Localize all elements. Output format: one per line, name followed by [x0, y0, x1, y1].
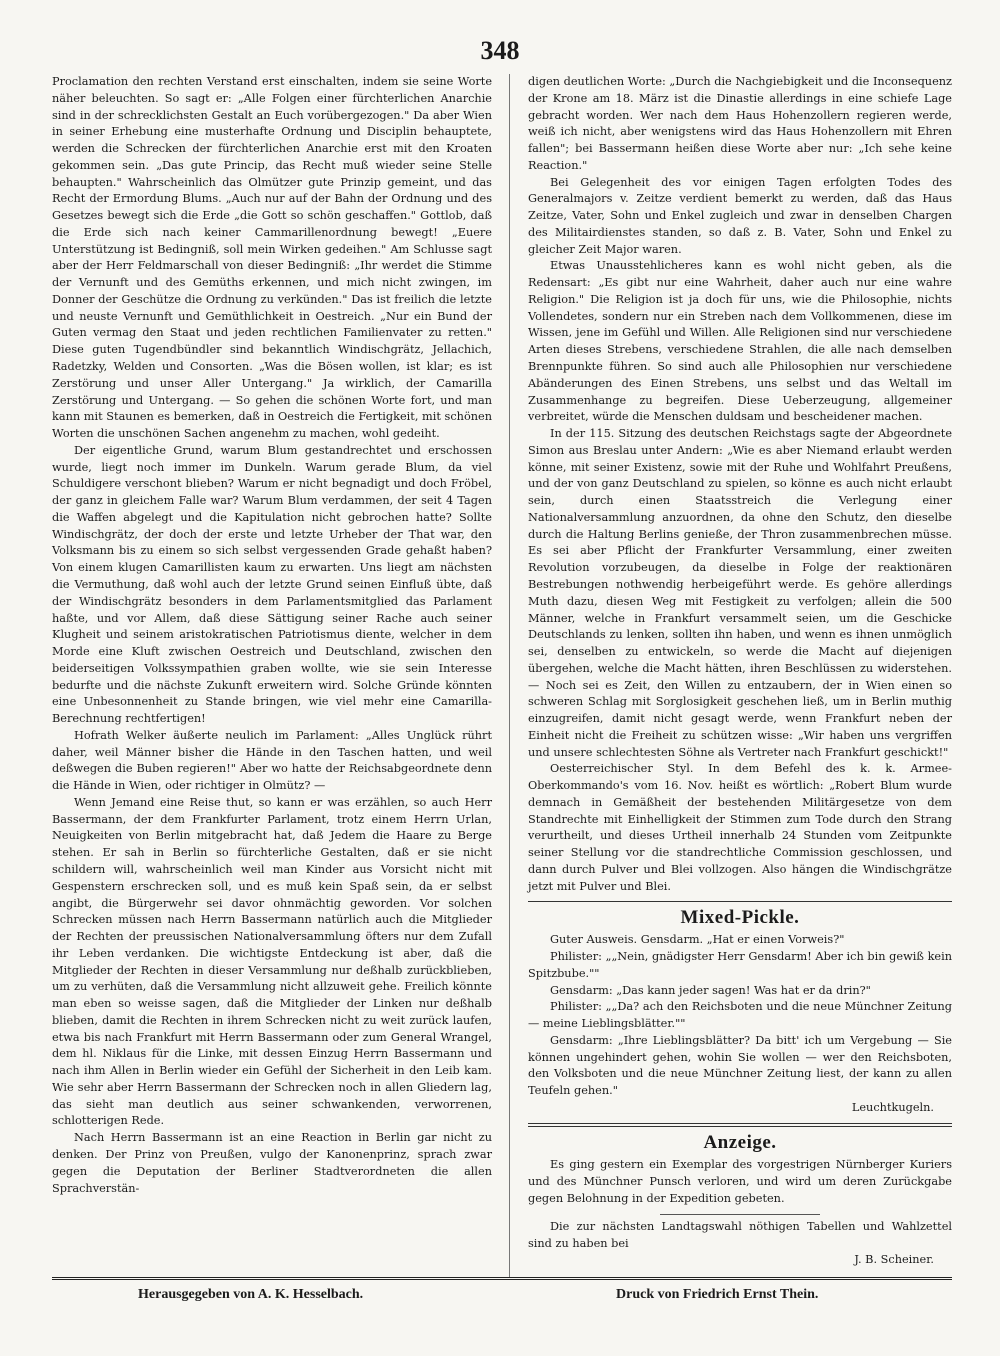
left-paragraph-4: Wenn Jemand eine Reise thut, so kann er was erzählen, so auch Herr Bassermann, der dem Frankfurter Parlament, trotz einem Herrn Urlan, Neuigkeiten von Berlin mitgebracht hat, daß Jedem die Haare zu Berge stehen. Er sah in Berlin so fürchterliche Gestalten, daß er sie nicht schildern will, wahrscheinlich weil man Kinder aus Vorsicht nicht mit Gespenstern erschrecken soll, und es muß kein Spaß sein, da er selbst angibt, die Bürgerwehr sei davor ohnmächtig geworden. Vor solchen Schrecken müssen nach Herrn Bassermann natürlich auch die Mitglieder der Rechten der preussischen Nationalversammlung öfters nur dem Zufall ihr Leben verdanken. Die wichtigste Entdeckung ist aber, daß die Mitglieder der Rechten in dieser Versammlung nur deßhalb zurückblieben, um zu verhüten, daß die Versammlung nicht allzuweit gehe. Freilich könnte man eben so weisse sagen, daß die Mitglieder der Linken nur deßhalb blieben, damit die Rechten in ihrem Schrecken nicht zu weit zurück laufen, etwa bis nach Frankfurt mit Herrn Bassermann oder zum General Wrangel, dem hl. Niklaus für die Linke, mit dessen Einzug Herrn Bassermann und nach ihm Allen in Berlin wieder ein Gefühl der Sicherheit in den Leib kam. Wie sehr aber Herrn Bassermann der Schrecken noch in allen Gliedern lag, das sieht man deutlich aus seiner schwankenden, verworrenen, schlotterigen Rede.: [52, 795, 492, 1128]
publisher-line: Herausgegeben von A. K. Hesselbach.: [138, 1287, 364, 1302]
anzeige-signature: J. B. Scheiner.: [854, 1253, 934, 1267]
anzeige-divider: [528, 1123, 952, 1127]
anzeige-text: Es ging gestern ein Exemplar des vorgestrigen Nürnberger Kuriers und des Münchner Punsch verloren, und wird um deren Zurückgabe gegen Belohnung in der Expedition gebeten.: [528, 1158, 952, 1205]
mixed-pickle-line-4: Philister: „„Da? ach den Reichsboten und die neue Münchner Zeitung — meine Lieblingsblätter."": [528, 1000, 952, 1031]
section-divider: [528, 901, 952, 902]
right-paragraph-2: Bei Gelegenheit des vor einigen Tagen erfolgten Todes des Generalmajors v. Zeitze verdient bemerkt zu werden, daß das Haus Zeitze, Vater, Sohn und Enkel zugleich und zwar in denselben Chargen des Militairdienstes standen, so daß z. B. Vater, Sohn und Enkel zu gleicher Zeit Major waren.: [528, 175, 952, 256]
mixed-pickle-line-5: Gensdarm: „Ihre Lieblingsblätter? Da bitt' ich um Vergebung — Sie können ungehindert gehen, wohin Sie wollen — wer den Reichsboten, den Volksboten und die neue Münchner Zeitung liest, der kann zu allen Teufeln gehen.": [528, 1033, 952, 1098]
footer-rule: [52, 1277, 952, 1280]
right-paragraph-1: digen deutlichen Worte: „Durch die Nachgiebigkeit und die Inconsequenz der Krone am 18. März ist die Dinastie allerdings in eine schiefe Lage gebracht worden. Wer nach dem Haus Hohenzollern regieren werde, weiß ich nicht, aber wenigstens wird das Haus Hohenzollern mit Ehren fallen"; bei Bassermann heißen diese Worte aber nur: „Ich sehe keine Reaction.": [528, 75, 952, 172]
left-paragraph-3: Hofrath Welker äußerte neulich im Parlament: „Alles Unglück rührt daher, weil Männer bisher die Hände in den Taschen hatten, und weil deßwegen die Buben regieren!" Aber wo hatte der Reichsabgeordnete denn die Hände in Wien, oder richtiger in Olmütz? —: [52, 728, 492, 793]
left-paragraph-1: Proclamation den rechten Verstand erst einschalten, indem sie seine Worte näher beleuchten. So sagt er: „Alle Folgen einer fürchterlichen Anarchie sind in der schrecklichsten Gestalt an Euch vorübergezogen." Da aber Wien in seiner Erhebung eine musterhafte Ordnung und Disciplin behauptete, werden die Schrecken der fürchterlichen Anarchie erst mit den Kroaten gekommen sein. „Das gute Princip, das Recht muß wieder seine Stelle behaupten." Wahrscheinlich das Olmützer gute Prinzip gemeint, und das Recht der Ermordung Blums. „Auch nur auf der Bahn der Ordnung und des Gesetzes bewegt sich die Erde „die Gott so schön geschaffen." Gottlob, daß die Erde sich nach keiner Cammarillenordnung bewegt! „Euere Unterstützung ist Bedingniß, soll mein Wirken gedeihen." Am Schlusse sagt aber der Herr Feldmarschall von dieser Bedingniß: „Ihr werdet die Stimme der Vernunft und des Gemüths erkennen, und mich nicht zwingen, im Donner der Geschütze die Ordnung zu verkünden." Das ist freilich die letzte und neuste Vernunft und Gemüthlichkeit in Oestreich. „Nur ein Bund der Guten vermag den Staat und jeden rechtlichen Familienvater zu retten." Diese guten Tugendbündler sind bekanntlich Windischgrätz, Jellachich, Radetzky, Welden und Consorten. „Was die Bösen wollen, ist klar; es ist Zerstörung und unser Aller Untergang." Ja wirklich, der Camarilla Zerstörung und Untergang. — So gehen die schönen Worte fort, und man kann mit Staunen es bemerken, daß in Oestreich die Fertigkeit, mit schönen Worten die unschönen Sachen angenehm zu machen, wohl gedeiht.: [52, 75, 492, 441]
mixed-pickle-line-2: Philister: „„Nein, gnädigster Herr Gensdarm! Aber ich bin gewiß kein Spitzbube."": [528, 950, 952, 980]
left-column: [52, 74, 492, 1197]
left-paragraph-5: Nach Herrn Bassermann ist an eine Reaction in Berlin gar nicht zu denken. Der Prinz von Preußen, vulgo der Kanonenprinz, sprach zwar gegen die Deputation der Berliner Stadtverordneten die allen Sprachverstän-: [52, 1131, 492, 1195]
anzeige-heading: Anzeige.: [703, 1131, 777, 1153]
notice-divider: [660, 1214, 820, 1215]
right-paragraph-4: In der 115. Sitzung des deutschen Reichstags sagte der Abgeordnete Simon aus Breslau unter Andern: „Wie es aber Niemand erlaubt werden könne, mit seiner Existenz, sowie mit der Ruhe und Wohlfahrt Preußens, und der von ganz Deutschland zu spielen, so könne es auch nicht erlaubt sein, durch einen Staatsstreich die Verlegung einer Nationalversammlung anzuordnen, da ohne den Schutz, den dieselbe durch die Haltung Berlins genieße, der Thron zusammenbrechen müsse. Es sei aber Pflicht der Frankfurter Versammlung, einer zweiten Revolution vorzubeugen, da dieselbe in Folge der reaktionären Bestrebungen nothwendig herbeigeführt werde. Es gehöre allerdings Muth dazu, diesen Weg mit Festigkeit zu verfolgen; allein die 500 Männer, welche in Frankfurt versammelt seien, um die Geschicke Deutschlands zu lenken, sollten ihn haben, und wenn es ihnen unmöglich sei, denselben zu entwickeln, so werde die Macht auf diejenigen übergehen, welche die Macht hätten, ihren Beschlüssen zu widerstehen. — Noch sei es Zeit, den Willen zu entzaubern, der in Wien einen so schweren Schlag mit Sorglosigkeit geschehen ließ, um in Berlin muthig einzugreifen, damit nicht gesagt werde, wenn Frankfurt neben der Einheit nicht die Freiheit zu schützen wisse: „Wir haben uns vergriffen und unsere schlechtesten Söhne als Vertreter nach Frankfurt geschickt!": [528, 427, 952, 759]
left-paragraph-2: Der eigentliche Grund, warum Blum gestandrechtet und erschossen wurde, liegt noch immer im Dunkeln. Warum gerade Blum, da viel Schuldigere verschont blieben? Warum er nicht begnadigt und doch Fröbel, der ganz in gleichem Falle war? Warum Blum verdammen, der seit 4 Tagen die Waffen abgelegt und die Kapitulation nicht gebrochen hatte? Sollte Windischgrätz, der doch der erste und letzte Urheber der That war, den Volksmann bis zu einem so sich selbst vergessenden Grade gehaßt haben? Von einem klugen Camarillisten kaum zu erwarten. Uns liegt am nächsten die Vermuthung, daß wohl auch der letzte Grund seinen Einfluß übte, daß der Windischgrätz besonders in dem Parlamentsmitglied das Parlament haßte, und vor Allem, daß diese Sättigung seiner Rache auch seiner Klugheit und seinem aristokratischen Patriotismus diente, welcher in dem Morde eine Kluft zwischen Oestreich und Deutschland, zwischen den beiderseitigen Volkssympathien graben wollte, wie sie sein Interesse bedurfte und die nächste Zukunft erweitern wird. Solche Gründe könnten eine Unbesonnenheit zu Stande bringen, wie viel mehr eine Camarilla-Berechnung rechtfertigen!: [52, 443, 492, 726]
column-divider: [509, 74, 510, 1277]
mixed-pickle-heading: Mixed-Pickle.: [680, 906, 800, 928]
right-column: [528, 74, 952, 1269]
right-paragraph-3: Etwas Unausstehlicheres kann es wohl nicht geben, als die Redensart: „Es gibt nur eine Wahrheit, daher auch nur eine wahre Religion." Die Religion ist ja doch für uns, wie die Philosophie, nichts Vollendetes, sondern nur ein Streben nach dem Vollkommenen, diese im Wissen, jene im Gefühl und Willen. Alle Religionen sind nur verschiedene Arten dieses Strebens, verschiedene Strahlen, die alle nach demselben Brennpunkte führen. So sind auch alle Philosophien nur verschiedene Abänderungen des Einen Strebens, uns selbst und das Weltall im Zusammenhange zu begreifen. Diese Ueberzeugung, allgemeiner verbreitet, würde die Menschen duldsam und bescheidener machen.: [528, 259, 952, 424]
right-paragraph-5: Oesterreichischer Styl. In dem Befehl des k. k. Armee-Oberkommando's vom 16. Nov. heißt es wörtlich: „Robert Blum wurde demnach in Gemäßheit der bestehenden Militärgesetze von dem Standrechte mit Einhelligkeit der Stimmen zum Tode durch den Strang verurtheilt, und dieses Urtheil innerhalb 24 Stunden vom Zeitpunkte seiner Stellung vor die standrechtliche Commission geschlossen, und dann durch Pulver und Blei vollzogen. Also hängen die Windischgrätze jetzt mit Pulver und Blei.: [528, 762, 952, 893]
mixed-pickle-signature: Leuchtkugeln.: [851, 1100, 934, 1114]
printer-line: Druck von Friedrich Ernst Thein.: [616, 1287, 819, 1302]
page-number: 348: [480, 36, 520, 65]
mixed-pickle-line-3: Gensdarm: „Das kann jeder sagen! Was hat er da drin?": [550, 983, 871, 997]
anzeige-notice: Die zur nächsten Landtagswahl nöthigen Tabellen und Wahlzettel sind zu haben bei: [528, 1219, 952, 1250]
mixed-pickle-line-1: Guter Ausweis. Gensdarm. „Hat er einen Vorweis?": [550, 933, 845, 947]
